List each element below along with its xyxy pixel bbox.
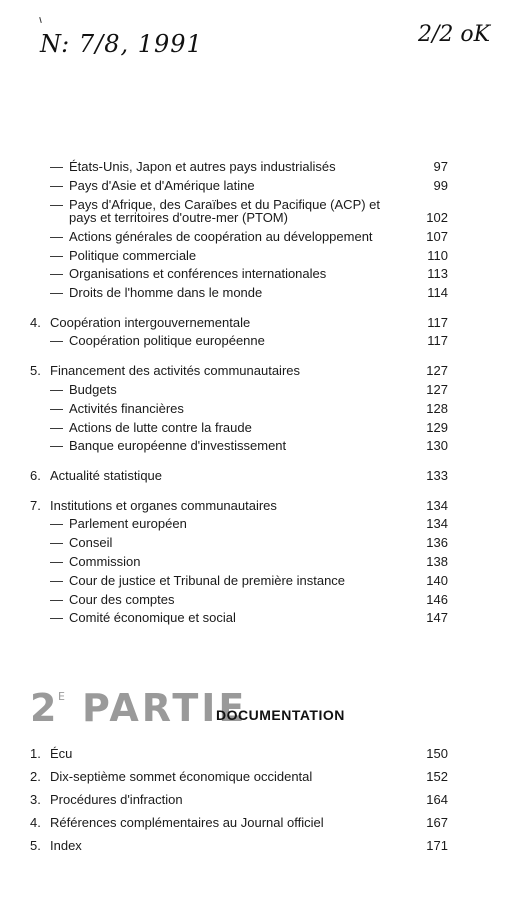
toc-dash: — <box>50 229 63 244</box>
toc-entry <box>0 265 511 283</box>
toc-label: pays et territoires d'outre-mer (PTOM) <box>69 210 288 225</box>
toc-label: Organisations et conférences internationales <box>69 266 327 281</box>
toc-page: 138 <box>426 554 448 569</box>
toc-section <box>0 791 511 809</box>
toc-dash: — <box>50 610 63 625</box>
toc-number: 5. <box>30 363 41 378</box>
toc-label: Activités financières <box>69 401 184 416</box>
toc-page: 113 <box>427 266 448 281</box>
toc-page: 130 <box>426 438 448 453</box>
toc-dash: — <box>50 382 63 397</box>
toc-number: 2. <box>30 769 41 784</box>
toc-page: 97 <box>433 159 448 174</box>
toc-entry <box>0 400 511 418</box>
toc-label: Institutions et organes communautaires <box>50 498 277 513</box>
toc-page: 140 <box>426 573 448 588</box>
toc-dash: — <box>50 333 63 348</box>
toc-number: 4. <box>30 315 41 330</box>
toc-label: Comité économique et social <box>69 610 236 625</box>
toc-page: 107 <box>426 229 448 244</box>
toc-section <box>0 497 511 515</box>
toc-section <box>0 314 511 332</box>
toc-page: 128 <box>426 401 448 416</box>
toc-section <box>0 745 511 763</box>
toc-page: 129 <box>426 420 448 435</box>
toc-number: 7. <box>30 498 41 513</box>
toc-entry <box>0 572 511 590</box>
toc-entry <box>0 591 511 609</box>
toc-label: Index <box>50 838 82 853</box>
toc-entry <box>0 284 511 302</box>
toc-page: 117 <box>427 333 448 348</box>
toc-dash: — <box>50 266 63 281</box>
toc-entry <box>0 553 511 571</box>
toc-page: 171 <box>426 838 448 853</box>
toc-dash: — <box>50 248 63 263</box>
toc-page: 146 <box>426 592 448 607</box>
toc-label: Banque européenne d'investissement <box>69 438 287 453</box>
handwritten-tick <box>39 17 42 23</box>
part-number: 2 <box>30 686 58 730</box>
toc-section <box>0 362 511 380</box>
toc-label: Conseil <box>69 535 113 550</box>
part-title: DOCUMENTATION <box>216 707 345 723</box>
toc-entry <box>0 437 511 455</box>
toc-number: 3. <box>30 792 41 807</box>
toc-label: Politique commerciale <box>69 248 197 263</box>
toc-page: 127 <box>426 382 448 397</box>
toc-page: 136 <box>426 535 448 550</box>
toc-page: 167 <box>426 815 448 830</box>
toc-number: 5. <box>30 838 41 853</box>
toc-label: Actions de lutte contre la fraude <box>69 420 252 435</box>
toc-dash: — <box>50 401 63 416</box>
toc-page: 152 <box>426 769 448 784</box>
toc-label: États-Unis, Japon et autres pays industrialisés <box>69 159 336 174</box>
toc-entry <box>0 534 511 552</box>
handwritten-mark: 2/2 oK <box>418 22 491 47</box>
toc-entry <box>0 515 511 533</box>
toc-label: Budgets <box>69 382 117 397</box>
toc-page: 134 <box>426 516 448 531</box>
toc-dash: — <box>50 159 63 174</box>
toc-page: 99 <box>433 178 448 193</box>
toc-label: Pays d'Afrique, des Caraïbes et du Pacifique (ACP) et <box>69 197 381 212</box>
toc-entry <box>0 609 511 627</box>
toc-entry <box>0 332 511 350</box>
toc-dash: — <box>50 197 63 212</box>
toc-dash: — <box>50 516 63 531</box>
toc-label: Dix-septième sommet économique occidental <box>50 769 313 784</box>
toc-dash: — <box>50 554 63 569</box>
toc-label: Écu <box>50 746 73 761</box>
toc-page: 147 <box>426 610 448 625</box>
toc-section <box>0 768 511 786</box>
toc-label: Cour des comptes <box>69 592 175 607</box>
toc-entry <box>0 247 511 265</box>
part-word: PARTIE <box>82 686 248 730</box>
toc-number: 6. <box>30 468 41 483</box>
toc-entry <box>0 158 511 176</box>
toc-page: 127 <box>426 363 448 378</box>
toc-label: Pays d'Asie et d'Amérique latine <box>69 178 255 193</box>
toc-label: Parlement européen <box>69 516 187 531</box>
toc-dash: — <box>50 178 63 193</box>
toc-number: 1. <box>30 746 41 761</box>
toc-label: Coopération politique européenne <box>69 333 265 348</box>
toc-label: Procédures d'infraction <box>50 792 183 807</box>
toc-label: Commission <box>69 554 141 569</box>
toc-section <box>0 837 511 855</box>
toc-dash: — <box>50 592 63 607</box>
toc-entry <box>0 177 511 195</box>
toc-entry <box>0 381 511 399</box>
toc-page: 102 <box>426 210 448 225</box>
toc-page: 117 <box>427 315 448 330</box>
toc-dash: — <box>50 420 63 435</box>
toc-page: 114 <box>427 285 448 300</box>
toc-label: Références complémentaires au Journal officiel <box>50 815 324 830</box>
toc-dash: — <box>50 535 63 550</box>
toc-dash: — <box>50 438 63 453</box>
toc-label: Financement des activités communautaires <box>50 363 301 378</box>
toc-label: Coopération intergouvernementale <box>50 315 251 330</box>
toc-label: Cour de justice et Tribunal de première instance <box>69 573 346 588</box>
toc-section <box>0 814 511 832</box>
toc-label: Actualité statistique <box>50 468 163 483</box>
toc-page: 164 <box>426 792 448 807</box>
toc-number: 4. <box>30 815 41 830</box>
toc-entry-continued <box>0 209 511 227</box>
toc-dash: — <box>50 285 63 300</box>
toc-page: 150 <box>426 746 448 761</box>
toc-page: 134 <box>426 498 448 513</box>
toc-entry <box>0 419 511 437</box>
toc-label: Actions générales de coopération au développement <box>69 229 373 244</box>
part-header <box>30 686 490 730</box>
toc-page: 133 <box>426 468 448 483</box>
part-superscript: E <box>58 690 65 703</box>
toc-section <box>0 467 511 485</box>
toc-entry <box>0 228 511 246</box>
toc-dash: — <box>50 573 63 588</box>
toc-page: 110 <box>427 248 448 263</box>
handwritten-reference: N: 7/8, 1991 <box>40 30 203 58</box>
toc-label: Droits de l'homme dans le monde <box>69 285 263 300</box>
